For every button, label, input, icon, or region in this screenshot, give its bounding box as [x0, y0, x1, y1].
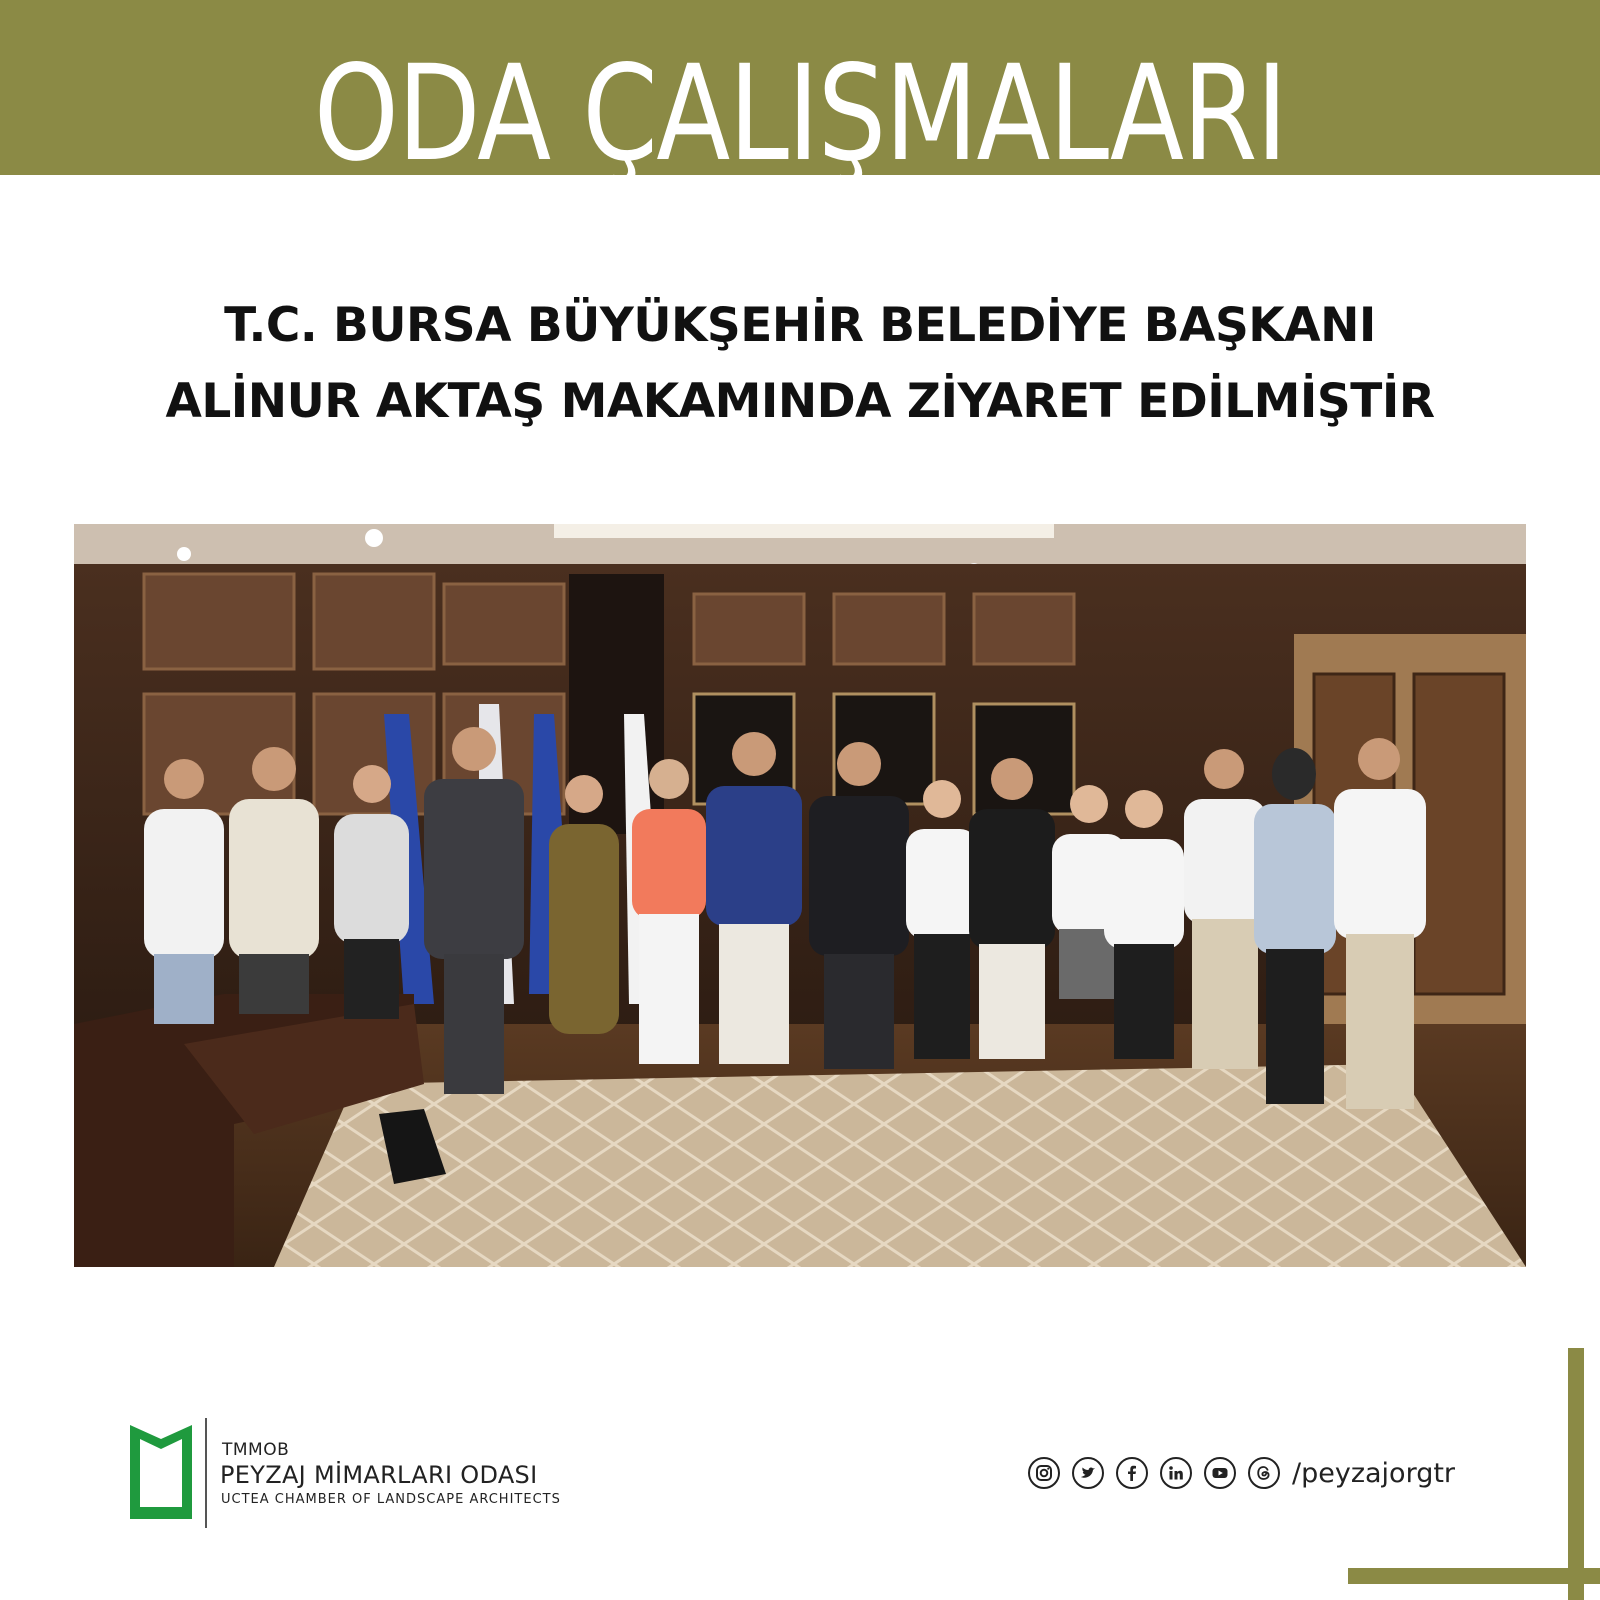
group-photo-illustration	[74, 524, 1526, 1267]
org-name-line-3: UCTEA CHAMBER OF LANDSCAPE ARCHITECTS	[221, 1492, 561, 1507]
page-title: ODA ÇALIŞMALARI	[313, 37, 1287, 191]
headline	[60, 288, 1540, 440]
headline-line-2: ALİNUR AKTAŞ MAKAMINDA ZİYARET EDİLMİŞTİR	[165, 374, 1435, 429]
social-handle[interactable]: /peyzajorgtr	[1292, 1457, 1456, 1489]
linkedin-icon[interactable]	[1160, 1457, 1192, 1489]
facebook-icon[interactable]	[1116, 1457, 1148, 1489]
corner-accent-vertical	[1568, 1348, 1584, 1600]
threads-icon[interactable]	[1248, 1457, 1280, 1489]
org-name-line-2: PEYZAJ MİMARLARI ODASI	[220, 1461, 538, 1489]
logo-divider	[205, 1418, 207, 1528]
social-links	[1028, 1455, 1455, 1491]
group-photo	[74, 524, 1526, 1267]
corner-accent-horizontal	[1348, 1568, 1600, 1584]
youtube-icon[interactable]	[1204, 1457, 1236, 1489]
instagram-icon[interactable]	[1028, 1457, 1060, 1489]
twitter-icon[interactable]	[1072, 1457, 1104, 1489]
org-name-line-1: TMMOB	[222, 1440, 290, 1460]
headline-line-1: T.C. BURSA BÜYÜKŞEHİR BELEDİYE BAŞKANI	[224, 298, 1376, 353]
peyzaj-logo-icon	[130, 1425, 192, 1519]
